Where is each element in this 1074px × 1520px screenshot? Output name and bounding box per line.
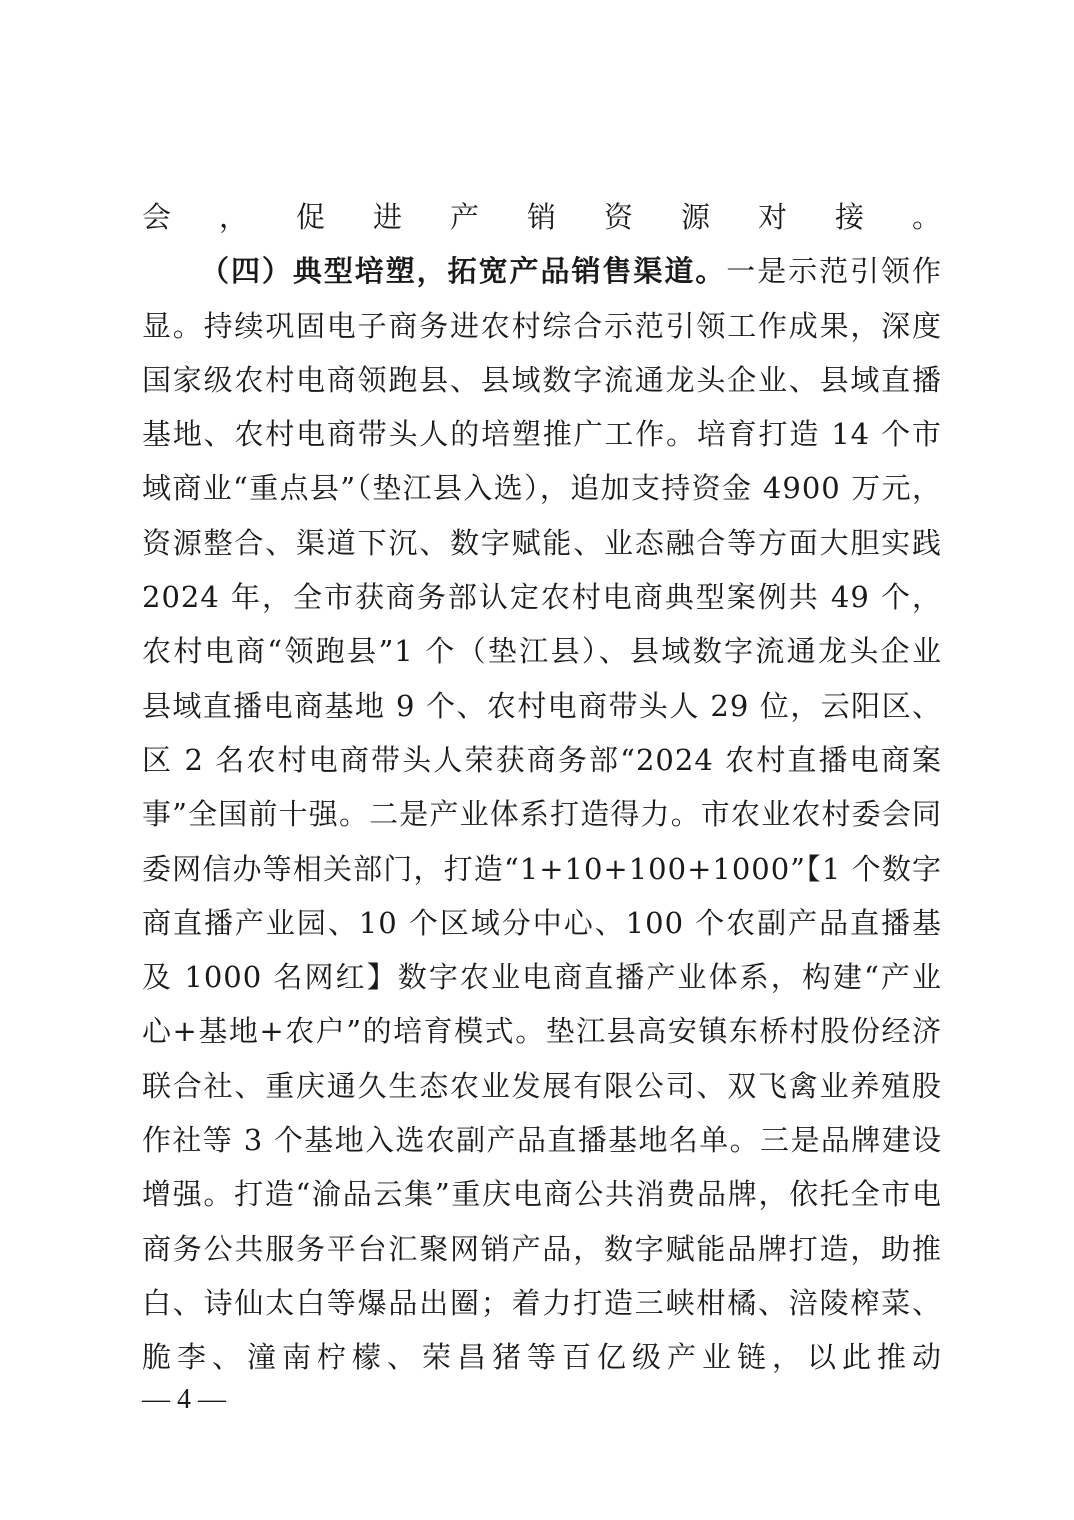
text-line	[142, 353, 942, 407]
line-text: 显。持续巩固电子商务进农村综合示范引领工作成果，深度	[142, 308, 942, 343]
line-text: 委网信办等相关部门，打造“1+10+100+1000”【1 个数字	[142, 851, 942, 886]
text-line	[142, 679, 942, 733]
line-text: 国家级农村电商领跑县、县域数字流通龙头企业、县域直播	[142, 362, 942, 397]
text-line	[142, 1167, 942, 1221]
text-line	[142, 190, 942, 244]
line-text: 农村电商“领跑县”1 个（垫江县）、县域数字流通龙头企业	[142, 634, 942, 669]
text-line	[142, 950, 942, 1004]
line-text: 联合社、重庆通久生态农业发展有限公司、双飞禽业养殖股	[142, 1068, 942, 1103]
line-text: 2024 年，全市获商务部认定农村电商典型案例共 49 个，	[142, 580, 942, 615]
text-line	[142, 896, 942, 950]
text-line	[142, 244, 942, 298]
line-text: 作社等 3 个基地入选农副产品直播基地名单。三是品牌建设	[142, 1123, 942, 1158]
text-line	[142, 1222, 942, 1276]
line-text: 县域直播电商基地 9 个、农村电商带头人 29 位，云阳区、	[142, 688, 942, 723]
line-text: 增强。打造“渝品云集”重庆电商公共消费品牌，依托全市电	[142, 1177, 942, 1212]
text-line	[142, 1113, 942, 1167]
text-line	[142, 299, 942, 353]
section-heading: （四）典型培塑，拓宽产品销售渠道。	[200, 254, 727, 289]
page-number: — 4 —	[142, 1384, 226, 1415]
line-text: 脆李、潼南柠檬、荣昌猪等百亿级产业链，以此推动	[142, 1340, 942, 1375]
line-text: 商务公共服务平台汇聚网销产品，数字赋能品牌打造，助推	[142, 1231, 942, 1266]
line-text: 会，促进产销资源对接。	[142, 200, 942, 234]
text-line	[142, 624, 942, 678]
line-text: 一是示范引领作	[726, 254, 942, 289]
line-text: 区 2 名农村电商带头人荣获商务部“2024 农村直播电商案	[142, 742, 942, 777]
line-text: 域商业“重点县”（垫江县入选），追加支持资金 4900 万元，	[142, 471, 942, 506]
line-text: 商直播产业园、10 个区域分中心、100 个农副产品直播基	[142, 905, 942, 940]
text-line	[142, 733, 942, 787]
line-text: 事”全国前十强。二是产业体系打造得力。市农业农村委会同	[142, 797, 942, 832]
line-text: 及 1000 名网红】数字农业电商直播产业体系，构建“产业	[142, 960, 942, 995]
text-line	[142, 1059, 942, 1113]
line-text: 心+基地+农户”的培育模式。垫江县高安镇东桥村股份经济	[142, 1014, 942, 1049]
text-line	[142, 1330, 942, 1384]
text-line	[142, 407, 942, 461]
text-line	[142, 1004, 942, 1058]
text-line	[142, 842, 942, 896]
text-line	[142, 1276, 942, 1330]
line-text: 基地、农村电商带头人的培塑推广工作。培育打造 14 个市	[142, 417, 942, 452]
text-line	[142, 570, 942, 624]
line-text: 白、诗仙太白等爆品出圈；着力打造三峡柑橘、涪陵榨菜、	[142, 1285, 942, 1320]
body-text	[142, 190, 942, 1385]
text-line	[142, 461, 942, 515]
line-text: 资源整合、渠道下沉、数字赋能、业态融合等方面大胆实践	[142, 525, 942, 560]
text-line	[142, 516, 942, 570]
text-line	[142, 787, 942, 841]
